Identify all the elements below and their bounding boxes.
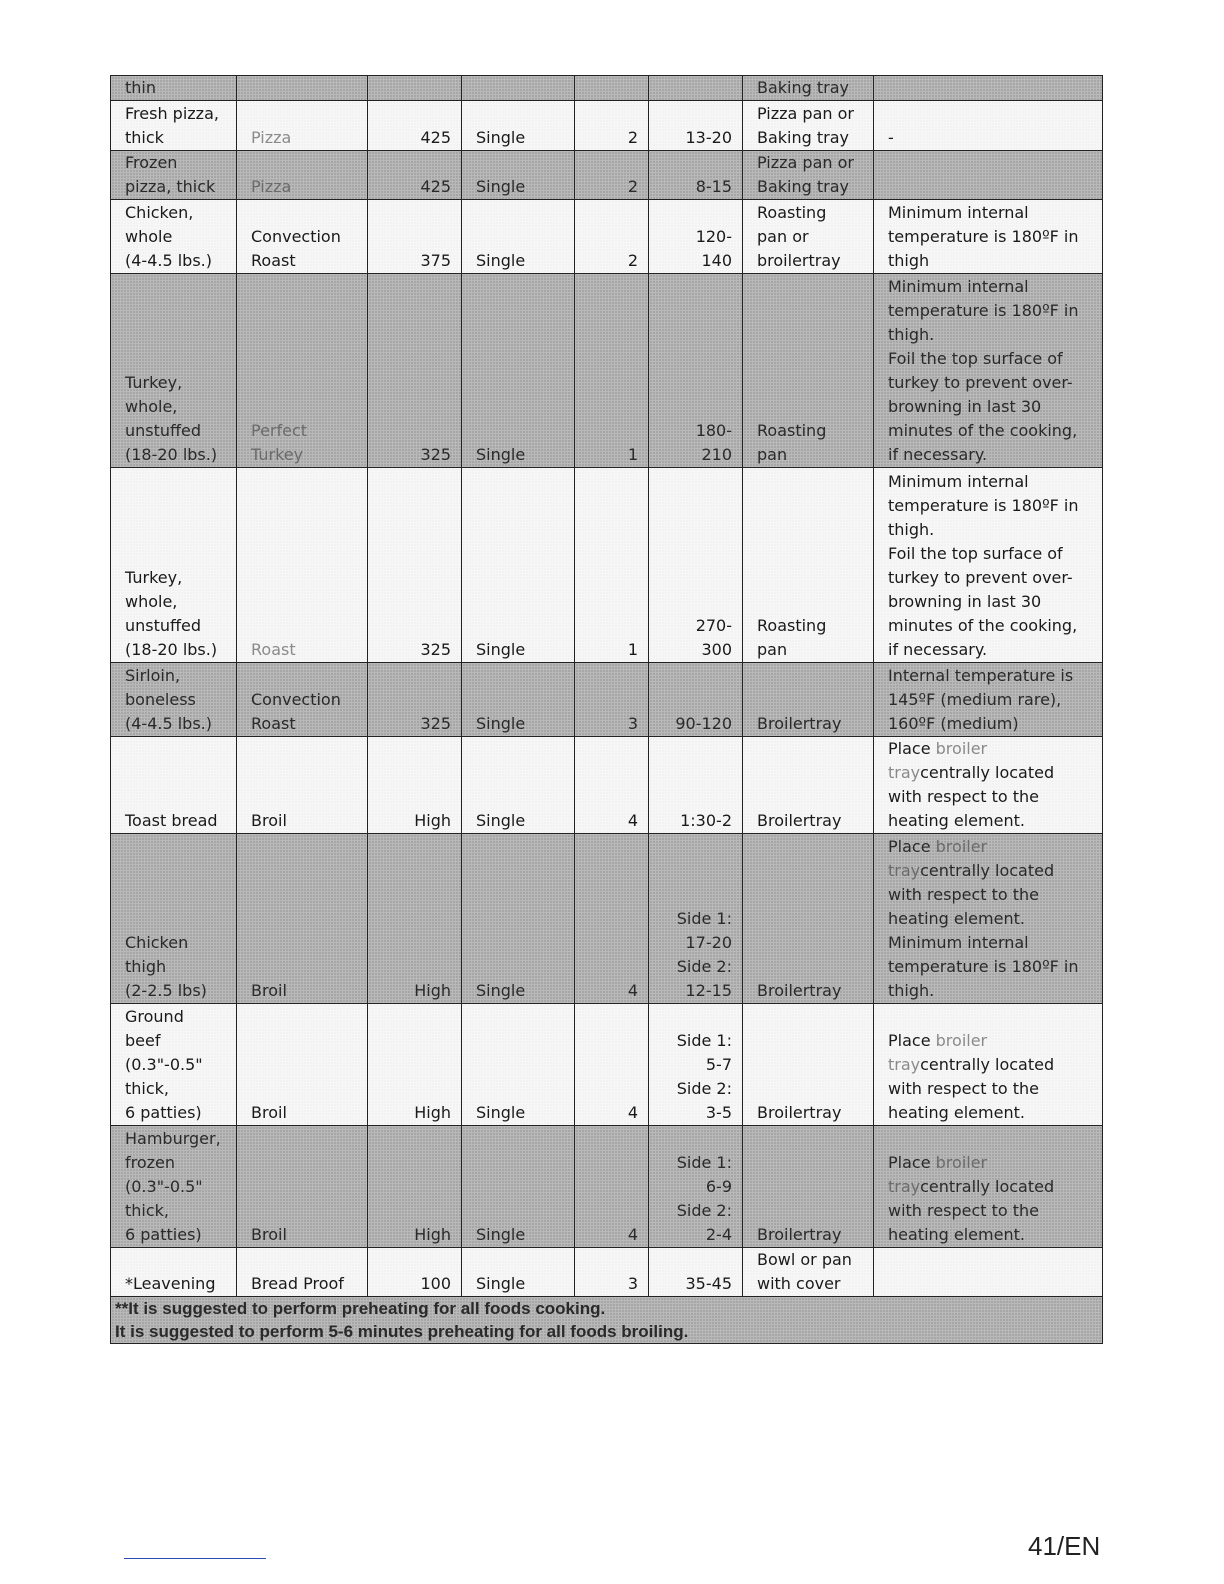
food-cell: Turkey, whole, unstuffed (18-20 lbs.) [111,468,237,663]
accessory-cell: Broilertray [743,834,874,1004]
function-cell: Pizza [237,151,368,200]
rack-cell: Single [462,834,575,1004]
food-cell: Turkey, whole, unstuffed (18-20 lbs.) [111,274,237,468]
food-cell: thin [111,76,237,101]
table-row [111,834,1103,1004]
notes-text: centrally located with respect to the heating element. [888,1177,1055,1244]
time-cell: 8-15 [649,151,743,200]
temperature-cell: 325 [368,468,462,663]
time-cell: 180- 210 [649,274,743,468]
table-row [111,663,1103,737]
notes-cell [874,151,1103,200]
time-cell: 270- 300 [649,468,743,663]
table-row [111,1004,1103,1126]
notes-cell [874,1126,1103,1248]
function-cell: Roast [237,468,368,663]
time-cell [649,76,743,101]
accessory-cell: Roasting pan [743,274,874,468]
accessory-cell: Broilertray [743,663,874,737]
accessory-cell: Baking tray [743,76,874,101]
rack-cell: Single [462,151,575,200]
function-cell: Broil [237,1004,368,1126]
level-cell: 2 [575,101,649,151]
notes-cell: - [874,101,1103,151]
accessory-cell: Pizza pan or Baking tray [743,151,874,200]
level-cell [575,76,649,101]
rack-cell: Single [462,1248,575,1297]
level-cell: 1 [575,274,649,468]
accessory-cell: Broilertray [743,1126,874,1248]
food-cell: Sirloin, boneless (4-4.5 lbs.) [111,663,237,737]
footnote-row [111,1297,1103,1344]
rack-cell: Single [462,200,575,274]
function-cell: Pizza [237,101,368,151]
preheat-footnote: **It is suggested to perform preheating for all foods cooking. It is suggested to perform 5-6 minutes preheating for all foods broiling. [111,1297,1103,1344]
temperature-cell: 375 [368,200,462,274]
table-row [111,151,1103,200]
accessory-cell: Broilertray [743,737,874,834]
table-row [111,76,1103,101]
function-cell: Bread Proof [237,1248,368,1297]
rack-cell: Single [462,468,575,663]
food-cell: Chicken, whole (4-4.5 lbs.) [111,200,237,274]
food-cell: Fresh pizza, thick [111,101,237,151]
function-cell: Convection Roast [237,663,368,737]
accessory-cell: Roasting pan [743,468,874,663]
cooking-guide-table [110,75,1103,1344]
food-cell: Frozen pizza, thick [111,151,237,200]
notes-text-light: broiler tray [888,1031,988,1074]
function-cell: Broil [237,1126,368,1248]
notes-text: Place [888,739,931,758]
time-cell: Side 1: 5-7 Side 2: 3-5 [649,1004,743,1126]
temperature-cell: 100 [368,1248,462,1297]
temperature-cell: High [368,834,462,1004]
table-row [111,274,1103,468]
notes-text: centrally located with respect to the heating element. Minimum internal temperature is 180ºF in thigh. [888,861,1079,1000]
function-cell: Broil [237,834,368,1004]
function-cell: Convection Roast [237,200,368,274]
food-cell: Chicken thigh (2-2.5 lbs) [111,834,237,1004]
function-cell: Broil [237,737,368,834]
time-cell: 1:30-2 [649,737,743,834]
accessory-cell: Broilertray [743,1004,874,1126]
temperature-cell: High [368,1126,462,1248]
level-cell: 2 [575,151,649,200]
temperature-cell: 425 [368,101,462,151]
level-cell: 4 [575,737,649,834]
notes-text: centrally located with respect to the heating element. [888,763,1055,830]
function-cell [237,76,368,101]
temperature-cell: 325 [368,663,462,737]
page-number: 41/EN [1028,1531,1101,1561]
notes-text: Place [888,1153,931,1172]
food-cell: Toast bread [111,737,237,834]
rack-cell: Single [462,1004,575,1126]
level-cell: 3 [575,663,649,737]
table-row [111,1126,1103,1248]
level-cell: 3 [575,1248,649,1297]
temperature-cell: High [368,1004,462,1126]
footer-rule [124,1558,266,1559]
notes-cell: Minimum internal temperature is 180ºF in thigh [874,200,1103,274]
rack-cell: Single [462,274,575,468]
function-cell: Perfect Turkey [237,274,368,468]
time-cell: 120- 140 [649,200,743,274]
notes-text: centrally located with respect to the heating element. [888,1055,1055,1122]
temperature-cell [368,76,462,101]
rack-cell: Single [462,1126,575,1248]
notes-cell [874,1248,1103,1297]
time-cell: 90-120 [649,663,743,737]
rack-cell: Single [462,101,575,151]
accessory-cell: Pizza pan or Baking tray [743,101,874,151]
level-cell: 4 [575,834,649,1004]
notes-text: Place [888,837,931,856]
temperature-cell: High [368,737,462,834]
table-row [111,737,1103,834]
food-cell: Ground beef (0.3"-0.5" thick, 6 patties) [111,1004,237,1126]
accessory-cell: Bowl or pan with cover [743,1248,874,1297]
notes-text-light: broiler tray [888,1153,988,1196]
notes-cell: Internal temperature is 145ºF (medium rare), 160ºF (medium) [874,663,1103,737]
time-cell: 13-20 [649,101,743,151]
level-cell: 1 [575,468,649,663]
notes-cell: Minimum internal temperature is 180ºF in thigh. Foil the top surface of turkey to prevent over- browning in last 30 minutes of the cooking, if necessary. [874,468,1103,663]
time-cell: Side 1: 17-20 Side 2: 12-15 [649,834,743,1004]
level-cell: 2 [575,200,649,274]
level-cell: 4 [575,1126,649,1248]
notes-cell [874,737,1103,834]
notes-text: Place [888,1031,931,1050]
notes-cell [874,76,1103,101]
accessory-cell: Roasting pan or broilertray [743,200,874,274]
rack-cell: Single [462,737,575,834]
table-row [111,200,1103,274]
food-cell: *Leavening [111,1248,237,1297]
time-cell: 35-45 [649,1248,743,1297]
notes-text-light: broiler tray [888,837,988,880]
level-cell: 4 [575,1004,649,1126]
table-row [111,468,1103,663]
notes-text-light: broiler tray [888,739,988,782]
temperature-cell: 425 [368,151,462,200]
rack-cell: Single [462,663,575,737]
table-row [111,101,1103,151]
rack-cell [462,76,575,101]
table-row [111,1248,1103,1297]
time-cell: Side 1: 6-9 Side 2: 2-4 [649,1126,743,1248]
notes-cell [874,1004,1103,1126]
notes-cell [874,834,1103,1004]
notes-cell: Minimum internal temperature is 180ºF in thigh. Foil the top surface of turkey to prevent over- browning in last 30 minutes of the cooking, if necessary. [874,274,1103,468]
temperature-cell: 325 [368,274,462,468]
food-cell: Hamburger, frozen (0.3"-0.5" thick, 6 patties) [111,1126,237,1248]
